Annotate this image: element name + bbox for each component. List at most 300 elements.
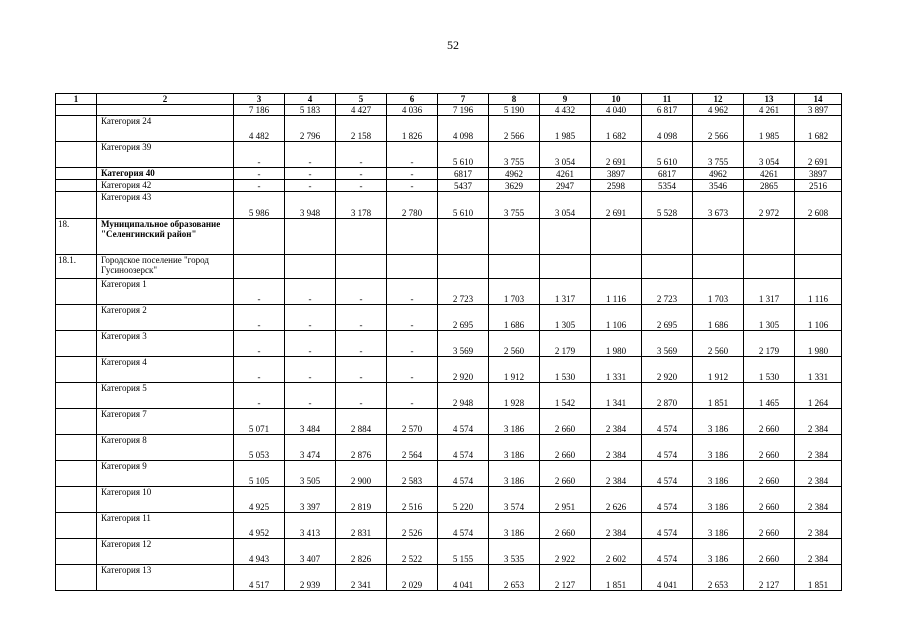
table-cell: 6 817 <box>642 105 693 116</box>
row-number: 18.1. <box>56 255 97 279</box>
table-cell: 2 566 <box>693 116 744 142</box>
table-row <box>56 513 842 539</box>
table-cell: 3 948 <box>285 192 336 219</box>
table-cell: - <box>387 279 438 305</box>
table-cell: 2 826 <box>336 539 387 565</box>
column-header: 11 <box>642 94 693 105</box>
row-name <box>97 105 234 116</box>
table-row <box>56 409 842 435</box>
table-row <box>56 116 842 142</box>
table-cell: 4 574 <box>642 409 693 435</box>
table-cell: 3 186 <box>693 461 744 487</box>
column-header: 12 <box>693 94 744 105</box>
table-cell: 2 653 <box>693 565 744 591</box>
table-cell: 1 851 <box>795 565 842 591</box>
table-cell: 2 660 <box>744 513 795 539</box>
row-number <box>56 116 97 142</box>
table-cell: 5 610 <box>438 142 489 168</box>
table-cell: 4 574 <box>642 461 693 487</box>
table-cell: 2 660 <box>744 409 795 435</box>
table-cell: 5 220 <box>438 487 489 513</box>
table-cell: 2 384 <box>591 409 642 435</box>
table-cell: - <box>285 279 336 305</box>
table-cell: 2 939 <box>285 565 336 591</box>
table-cell: 2 583 <box>387 461 438 487</box>
table-cell <box>489 255 540 279</box>
table-cell: 3 569 <box>642 331 693 357</box>
table-cell: 1 305 <box>540 305 591 331</box>
table-row <box>56 383 842 409</box>
table-cell: 3 574 <box>489 487 540 513</box>
table-cell: 1 305 <box>744 305 795 331</box>
table-row <box>56 105 842 116</box>
table-cell: - <box>387 142 438 168</box>
row-number <box>56 142 97 168</box>
table-cell: 2 920 <box>438 357 489 383</box>
table-cell: 4 574 <box>642 539 693 565</box>
table-cell: 5354 <box>642 180 693 192</box>
table-cell: - <box>285 331 336 357</box>
table-cell: 2 691 <box>591 192 642 219</box>
table-cell: - <box>234 305 285 331</box>
table-cell: - <box>234 168 285 180</box>
table-cell <box>744 255 795 279</box>
row-number <box>56 461 97 487</box>
table-cell: 3 413 <box>285 513 336 539</box>
table-cell: 1 703 <box>489 279 540 305</box>
table-cell: 2 516 <box>387 487 438 513</box>
row-number: 18. <box>56 219 97 255</box>
table-cell: 2 384 <box>795 513 842 539</box>
table-cell: 3629 <box>489 180 540 192</box>
table-cell: 5 155 <box>438 539 489 565</box>
table-cell: 3 755 <box>489 192 540 219</box>
table-row <box>56 357 842 383</box>
table-cell <box>438 219 489 255</box>
table-cell: 2 972 <box>744 192 795 219</box>
table-cell: 4 574 <box>438 513 489 539</box>
table-cell: 1 341 <box>591 383 642 409</box>
table-cell: 4 943 <box>234 539 285 565</box>
table-cell: 1 851 <box>591 565 642 591</box>
table-cell: - <box>285 142 336 168</box>
table-row <box>56 180 842 192</box>
table-cell: 4 962 <box>693 105 744 116</box>
table-cell: 1 980 <box>795 331 842 357</box>
table-cell: 3 186 <box>489 461 540 487</box>
table-cell: 2 384 <box>591 513 642 539</box>
table-cell: 5 183 <box>285 105 336 116</box>
table-cell: 2 900 <box>336 461 387 487</box>
row-number <box>56 513 97 539</box>
table-cell: 2 384 <box>795 461 842 487</box>
table-cell: 2 660 <box>744 487 795 513</box>
table-cell: 2 780 <box>387 192 438 219</box>
table-cell: 1 331 <box>591 357 642 383</box>
table-cell: 2 660 <box>540 435 591 461</box>
table-cell: 1 928 <box>489 383 540 409</box>
row-number <box>56 357 97 383</box>
table-cell: 2 922 <box>540 539 591 565</box>
row-name: Категория 12 <box>97 539 234 565</box>
table-cell: 1 116 <box>795 279 842 305</box>
table-cell: 2947 <box>540 180 591 192</box>
table-cell: 1 116 <box>591 279 642 305</box>
column-header: 13 <box>744 94 795 105</box>
row-name: Категория 24 <box>97 116 234 142</box>
table-cell: 3 186 <box>489 435 540 461</box>
table-cell: 3 178 <box>336 192 387 219</box>
table-cell <box>795 219 842 255</box>
table-cell: 3 186 <box>489 409 540 435</box>
table-cell: 1 317 <box>744 279 795 305</box>
row-name: Категория 2 <box>97 305 234 331</box>
table-cell: 2 608 <box>795 192 842 219</box>
table-cell <box>336 255 387 279</box>
table-cell: - <box>336 168 387 180</box>
table-cell: 2 723 <box>642 279 693 305</box>
table-row <box>56 435 842 461</box>
table-row <box>56 192 842 219</box>
row-name: Категория 5 <box>97 383 234 409</box>
table-cell: 3 484 <box>285 409 336 435</box>
table-cell: 3 186 <box>693 487 744 513</box>
table-cell <box>591 255 642 279</box>
table-cell: 2 179 <box>540 331 591 357</box>
row-number <box>56 383 97 409</box>
table-cell: - <box>234 357 285 383</box>
table-cell <box>693 255 744 279</box>
table-cell: 1 542 <box>540 383 591 409</box>
table-cell: 2 660 <box>744 539 795 565</box>
table-cell: - <box>387 305 438 331</box>
table-cell: 5 528 <box>642 192 693 219</box>
table-cell: 2 626 <box>591 487 642 513</box>
table-cell: 5 986 <box>234 192 285 219</box>
table-cell: 1 985 <box>540 116 591 142</box>
table-cell: - <box>234 142 285 168</box>
table-cell: 2 951 <box>540 487 591 513</box>
row-number <box>56 331 97 357</box>
row-number <box>56 180 97 192</box>
table-cell: 2 876 <box>336 435 387 461</box>
table-cell: 4 574 <box>642 487 693 513</box>
table-cell: - <box>336 142 387 168</box>
table-row <box>56 142 842 168</box>
table-cell: 3 054 <box>744 142 795 168</box>
row-name: Категория 4 <box>97 357 234 383</box>
row-number <box>56 565 97 591</box>
table-cell: 2 660 <box>744 435 795 461</box>
table-cell: 3 186 <box>489 513 540 539</box>
table-cell: 2 695 <box>642 305 693 331</box>
table-cell: 3 186 <box>693 513 744 539</box>
row-number <box>56 487 97 513</box>
table-cell: 4 952 <box>234 513 285 539</box>
table-cell <box>234 219 285 255</box>
table-cell: 2 560 <box>489 331 540 357</box>
table-row <box>56 565 842 591</box>
table-cell: 2 384 <box>795 435 842 461</box>
table-row <box>56 461 842 487</box>
row-name: Категория 39 <box>97 142 234 168</box>
table-cell: - <box>234 279 285 305</box>
row-name: Муниципальное образование "Селенгинский район" <box>97 219 234 255</box>
table-cell: - <box>387 168 438 180</box>
table-cell: 1 530 <box>540 357 591 383</box>
row-name: Категория 10 <box>97 487 234 513</box>
table-cell: 2516 <box>795 180 842 192</box>
table-cell: - <box>285 168 336 180</box>
column-header: 9 <box>540 94 591 105</box>
table-cell: 3 186 <box>693 409 744 435</box>
row-number <box>56 305 97 331</box>
table-row <box>56 539 842 565</box>
row-number <box>56 409 97 435</box>
row-name: Категория 9 <box>97 461 234 487</box>
table-cell <box>438 255 489 279</box>
table-cell: 2 691 <box>795 142 842 168</box>
row-name: Категория 43 <box>97 192 234 219</box>
table-cell: 1 686 <box>489 305 540 331</box>
table-cell: 1 682 <box>795 116 842 142</box>
table-cell: - <box>285 305 336 331</box>
table-cell: 2 029 <box>387 565 438 591</box>
table-row <box>56 255 842 279</box>
table-cell: 2 566 <box>489 116 540 142</box>
table-cell: 2 158 <box>336 116 387 142</box>
table-cell: 2 127 <box>540 565 591 591</box>
table-cell: 4 574 <box>642 513 693 539</box>
table-cell: 2 660 <box>540 461 591 487</box>
table-cell: 5 105 <box>234 461 285 487</box>
table-cell: 2 723 <box>438 279 489 305</box>
table-cell: 1 530 <box>744 357 795 383</box>
table-cell: 7 196 <box>438 105 489 116</box>
table-cell: 3 755 <box>693 142 744 168</box>
table-cell: 2 564 <box>387 435 438 461</box>
table-cell: 1 826 <box>387 116 438 142</box>
table-cell: 3 755 <box>489 142 540 168</box>
table-cell <box>234 255 285 279</box>
table-cell: 5 610 <box>438 192 489 219</box>
table-cell <box>642 255 693 279</box>
table-cell <box>540 219 591 255</box>
table-cell: 1 465 <box>744 383 795 409</box>
table-cell: 2 522 <box>387 539 438 565</box>
table-cell: 2 526 <box>387 513 438 539</box>
table-cell <box>387 255 438 279</box>
table-cell: - <box>336 305 387 331</box>
table-cell: 1 980 <box>591 331 642 357</box>
table-cell: 3 535 <box>489 539 540 565</box>
column-header: 4 <box>285 94 336 105</box>
table-cell: 4962 <box>693 168 744 180</box>
table-cell: 3 569 <box>438 331 489 357</box>
table-cell: 2 384 <box>591 435 642 461</box>
table-cell <box>642 219 693 255</box>
row-name: Категория 11 <box>97 513 234 539</box>
table-cell: 5 053 <box>234 435 285 461</box>
table-cell: 4 574 <box>438 461 489 487</box>
table-cell: 2 819 <box>336 487 387 513</box>
table-cell: 2 870 <box>642 383 693 409</box>
table-cell: 4 427 <box>336 105 387 116</box>
row-number <box>56 435 97 461</box>
column-header: 14 <box>795 94 842 105</box>
table-row <box>56 219 842 255</box>
table-cell: 4 482 <box>234 116 285 142</box>
table-cell: 1 264 <box>795 383 842 409</box>
table-cell: 1 106 <box>795 305 842 331</box>
table-cell: 5 071 <box>234 409 285 435</box>
table-cell: 5 610 <box>642 142 693 168</box>
page-number: 52 <box>447 38 459 52</box>
table-cell: - <box>234 383 285 409</box>
table-cell: 4 041 <box>438 565 489 591</box>
column-header: 10 <box>591 94 642 105</box>
table-row <box>56 279 842 305</box>
row-number <box>56 168 97 180</box>
table-cell: - <box>336 383 387 409</box>
table-cell: - <box>387 180 438 192</box>
table-cell: 2 341 <box>336 565 387 591</box>
row-name: Категория 7 <box>97 409 234 435</box>
table-cell: 3 054 <box>540 142 591 168</box>
table-cell <box>744 219 795 255</box>
table-cell: 3 397 <box>285 487 336 513</box>
table-cell: - <box>234 331 285 357</box>
table-cell: - <box>336 279 387 305</box>
table-cell: 2 384 <box>795 409 842 435</box>
table-cell: 2 384 <box>795 539 842 565</box>
table-cell: 4 098 <box>642 116 693 142</box>
table-cell: 2 948 <box>438 383 489 409</box>
table-cell: 1 985 <box>744 116 795 142</box>
table-cell: - <box>285 383 336 409</box>
table-cell: 2865 <box>744 180 795 192</box>
table-cell: 2 695 <box>438 305 489 331</box>
table-cell: 7 186 <box>234 105 285 116</box>
table-cell: 3 186 <box>693 539 744 565</box>
column-header: 7 <box>438 94 489 105</box>
table-cell: 3 054 <box>540 192 591 219</box>
table-cell: 2 660 <box>744 461 795 487</box>
table-cell: 3897 <box>591 168 642 180</box>
table-cell <box>795 255 842 279</box>
table-cell: - <box>336 357 387 383</box>
table-cell <box>693 219 744 255</box>
table-cell: 2 384 <box>795 487 842 513</box>
table-cell: 6817 <box>438 168 489 180</box>
table-cell: 4261 <box>744 168 795 180</box>
table-cell: 1 912 <box>489 357 540 383</box>
table-cell: 4 925 <box>234 487 285 513</box>
table-cell <box>591 219 642 255</box>
table-cell: 5 190 <box>489 105 540 116</box>
row-name: Категория 40 <box>97 168 234 180</box>
table-cell: 4 574 <box>642 435 693 461</box>
table-cell: 2 653 <box>489 565 540 591</box>
table-cell: 4 040 <box>591 105 642 116</box>
table-cell: 6817 <box>642 168 693 180</box>
table-cell: 2 602 <box>591 539 642 565</box>
table-cell: - <box>387 357 438 383</box>
table-row <box>56 331 842 357</box>
table-cell <box>387 219 438 255</box>
table-cell: 2 570 <box>387 409 438 435</box>
table-cell: 3 897 <box>795 105 842 116</box>
table-cell <box>540 255 591 279</box>
table-cell: 4 574 <box>438 409 489 435</box>
header-row <box>56 94 842 105</box>
column-header: 1 <box>56 94 97 105</box>
row-name: Категория 13 <box>97 565 234 591</box>
table-cell: 1 703 <box>693 279 744 305</box>
table-cell: 1 106 <box>591 305 642 331</box>
table-cell: 3 474 <box>285 435 336 461</box>
table-cell <box>285 255 336 279</box>
table-cell: - <box>285 357 336 383</box>
row-name: Городское поселение "город Гусиноозерск" <box>97 255 234 279</box>
column-header: 8 <box>489 94 540 105</box>
table-cell: - <box>336 180 387 192</box>
table-cell: 1 682 <box>591 116 642 142</box>
table-cell: 4962 <box>489 168 540 180</box>
row-number <box>56 539 97 565</box>
table-cell: 3897 <box>795 168 842 180</box>
table-cell: 2 179 <box>744 331 795 357</box>
table-cell: 2598 <box>591 180 642 192</box>
table-cell: 2 691 <box>591 142 642 168</box>
table-cell: 3546 <box>693 180 744 192</box>
table-cell: 5437 <box>438 180 489 192</box>
row-number <box>56 192 97 219</box>
column-header: 5 <box>336 94 387 105</box>
table-cell: - <box>387 383 438 409</box>
table-cell: - <box>234 180 285 192</box>
table-cell: 4 574 <box>438 435 489 461</box>
table-cell: 1 331 <box>795 357 842 383</box>
table-cell: 2 560 <box>693 331 744 357</box>
table-cell: - <box>336 331 387 357</box>
table-cell: 4 261 <box>744 105 795 116</box>
table-row <box>56 168 842 180</box>
table-row <box>56 487 842 513</box>
table-cell: - <box>387 331 438 357</box>
table-cell: 2 384 <box>591 461 642 487</box>
tariff-table <box>55 93 842 591</box>
table-cell: 2 831 <box>336 513 387 539</box>
table-cell: 4 098 <box>438 116 489 142</box>
row-name: Категория 3 <box>97 331 234 357</box>
table-cell: 3 186 <box>693 435 744 461</box>
table-cell: 2 884 <box>336 409 387 435</box>
table-cell: 3 673 <box>693 192 744 219</box>
table-cell: 1 686 <box>693 305 744 331</box>
column-header: 2 <box>97 94 234 105</box>
row-name: Категория 1 <box>97 279 234 305</box>
table-cell: 1 317 <box>540 279 591 305</box>
table-cell: - <box>285 180 336 192</box>
table-cell <box>336 219 387 255</box>
table-cell: 4261 <box>540 168 591 180</box>
row-number <box>56 105 97 116</box>
table-row <box>56 305 842 331</box>
row-name: Категория 8 <box>97 435 234 461</box>
table-cell <box>489 219 540 255</box>
table-cell: 2 796 <box>285 116 336 142</box>
